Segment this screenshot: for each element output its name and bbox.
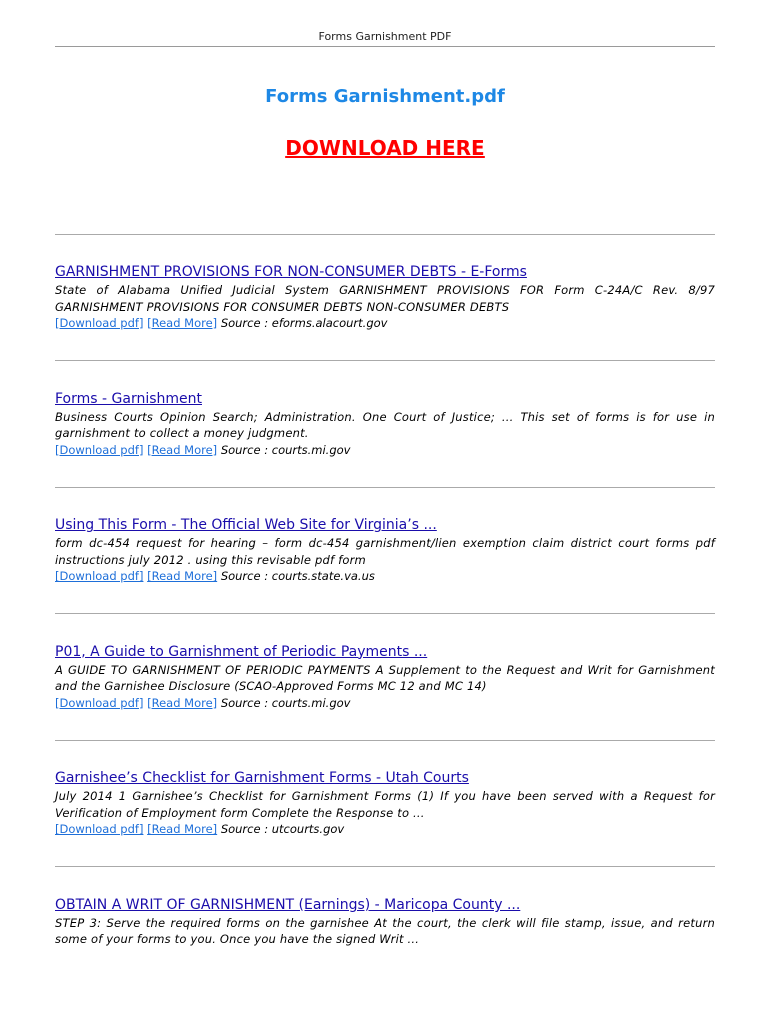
result-source: Source : eforms.alacourt.gov xyxy=(220,316,388,330)
results-divider xyxy=(55,234,715,235)
result-divider xyxy=(55,613,715,614)
result-snippet: State of Alabama Unified Judicial System GARNISHMENT PROVISIONS FOR Form C-24A/C Rev. 8/97 GARNISHMENT PROVISIONS FOR CONSUMER DEBTS NON-CONSUMER DEBTS xyxy=(55,283,715,314)
result-divider xyxy=(55,360,715,361)
download-here-link-wrapper xyxy=(55,136,715,160)
read-more-link[interactable]: [Read More] xyxy=(147,442,218,457)
header-divider xyxy=(55,46,715,47)
result-source: Source : courts.mi.gov xyxy=(220,442,351,457)
download-pdf-link[interactable]: [Download pdf] xyxy=(55,569,144,584)
download-pdf-link[interactable]: [Download pdf] xyxy=(55,316,144,330)
result-snippet: Business Courts Opinion Search; Administration. One Court of Justice; ... This set of forms is for use in garnishment to collect a money judgment. xyxy=(55,409,715,441)
result-item xyxy=(55,643,715,770)
result-title-link[interactable]: OBTAIN A WRIT OF GARNISHMENT (Earnings) - Maricopa County ... xyxy=(55,896,521,913)
document-title: Forms Garnishment.pdf xyxy=(265,86,505,107)
result-title-link[interactable]: Using This Form - The Official Web Site for Virginia’s ... xyxy=(55,517,437,534)
download-pdf-link[interactable]: [Download pdf] xyxy=(55,442,144,457)
result-snippet: July 2014 1 Garnishee’s Checklist for Garnishment Forms (1) If you have been served with a Request for Verification of Employment form Complete the Response to ... xyxy=(55,789,715,820)
result-title-link[interactable]: Garnishee’s Checklist for Garnishment Forms - Utah Courts xyxy=(55,770,469,787)
result-meta xyxy=(55,695,715,712)
result-meta xyxy=(55,315,715,332)
download-pdf-link[interactable]: [Download pdf] xyxy=(55,822,144,837)
running-header: Forms Garnishment PDF xyxy=(318,30,452,43)
result-source: Source : courts.state.va.us xyxy=(220,569,375,584)
result-meta xyxy=(55,568,715,585)
result-divider xyxy=(55,740,715,741)
result-item xyxy=(55,769,715,896)
result-item xyxy=(55,263,715,390)
result-source: Source : courts.mi.gov xyxy=(220,695,351,710)
result-divider xyxy=(55,866,715,867)
result-meta xyxy=(55,442,715,459)
result-item xyxy=(55,390,715,517)
result-title-link[interactable]: P01, A Guide to Garnishment of Periodic Payments ... xyxy=(55,643,428,660)
result-snippet: STEP 3: Serve the required forms on the garnishee At the court, the clerk will file stamp, issue, and return some of your forms to you. Once you have the signed Writ ... xyxy=(55,915,715,947)
result-title-link[interactable]: GARNISHMENT PROVISIONS FOR NON-CONSUMER DEBTS - E-Forms xyxy=(55,264,527,280)
read-more-link[interactable]: [Read More] xyxy=(147,316,218,330)
read-more-link[interactable]: [Read More] xyxy=(147,695,218,710)
result-divider xyxy=(55,487,715,488)
result-meta xyxy=(55,821,715,838)
result-snippet: form dc-454 request for hearing – form dc-454 garnishment/lien exemption claim district court forms pdf instructions july 2012 . using this revisable pdf form xyxy=(55,536,715,567)
read-more-link[interactable]: [Read More] xyxy=(147,822,218,837)
result-snippet: A GUIDE TO GARNISHMENT OF PERIODIC PAYMENTS A Supplement to the Request and Writ for Garnishment and the Garnishee Disclosure (SCAO-Approved Forms MC 12 and MC 14) xyxy=(55,662,715,694)
read-more-link[interactable]: [Read More] xyxy=(147,569,218,584)
result-item xyxy=(55,896,715,1023)
download-pdf-link[interactable]: [Download pdf] xyxy=(55,695,144,710)
result-title-link[interactable]: Forms - Garnishment xyxy=(55,390,202,407)
result-source: Source : utcourts.gov xyxy=(220,822,345,837)
results-list xyxy=(55,263,715,1023)
result-item xyxy=(55,516,715,643)
download-here-link[interactable]: DOWNLOAD HERE xyxy=(285,136,485,160)
